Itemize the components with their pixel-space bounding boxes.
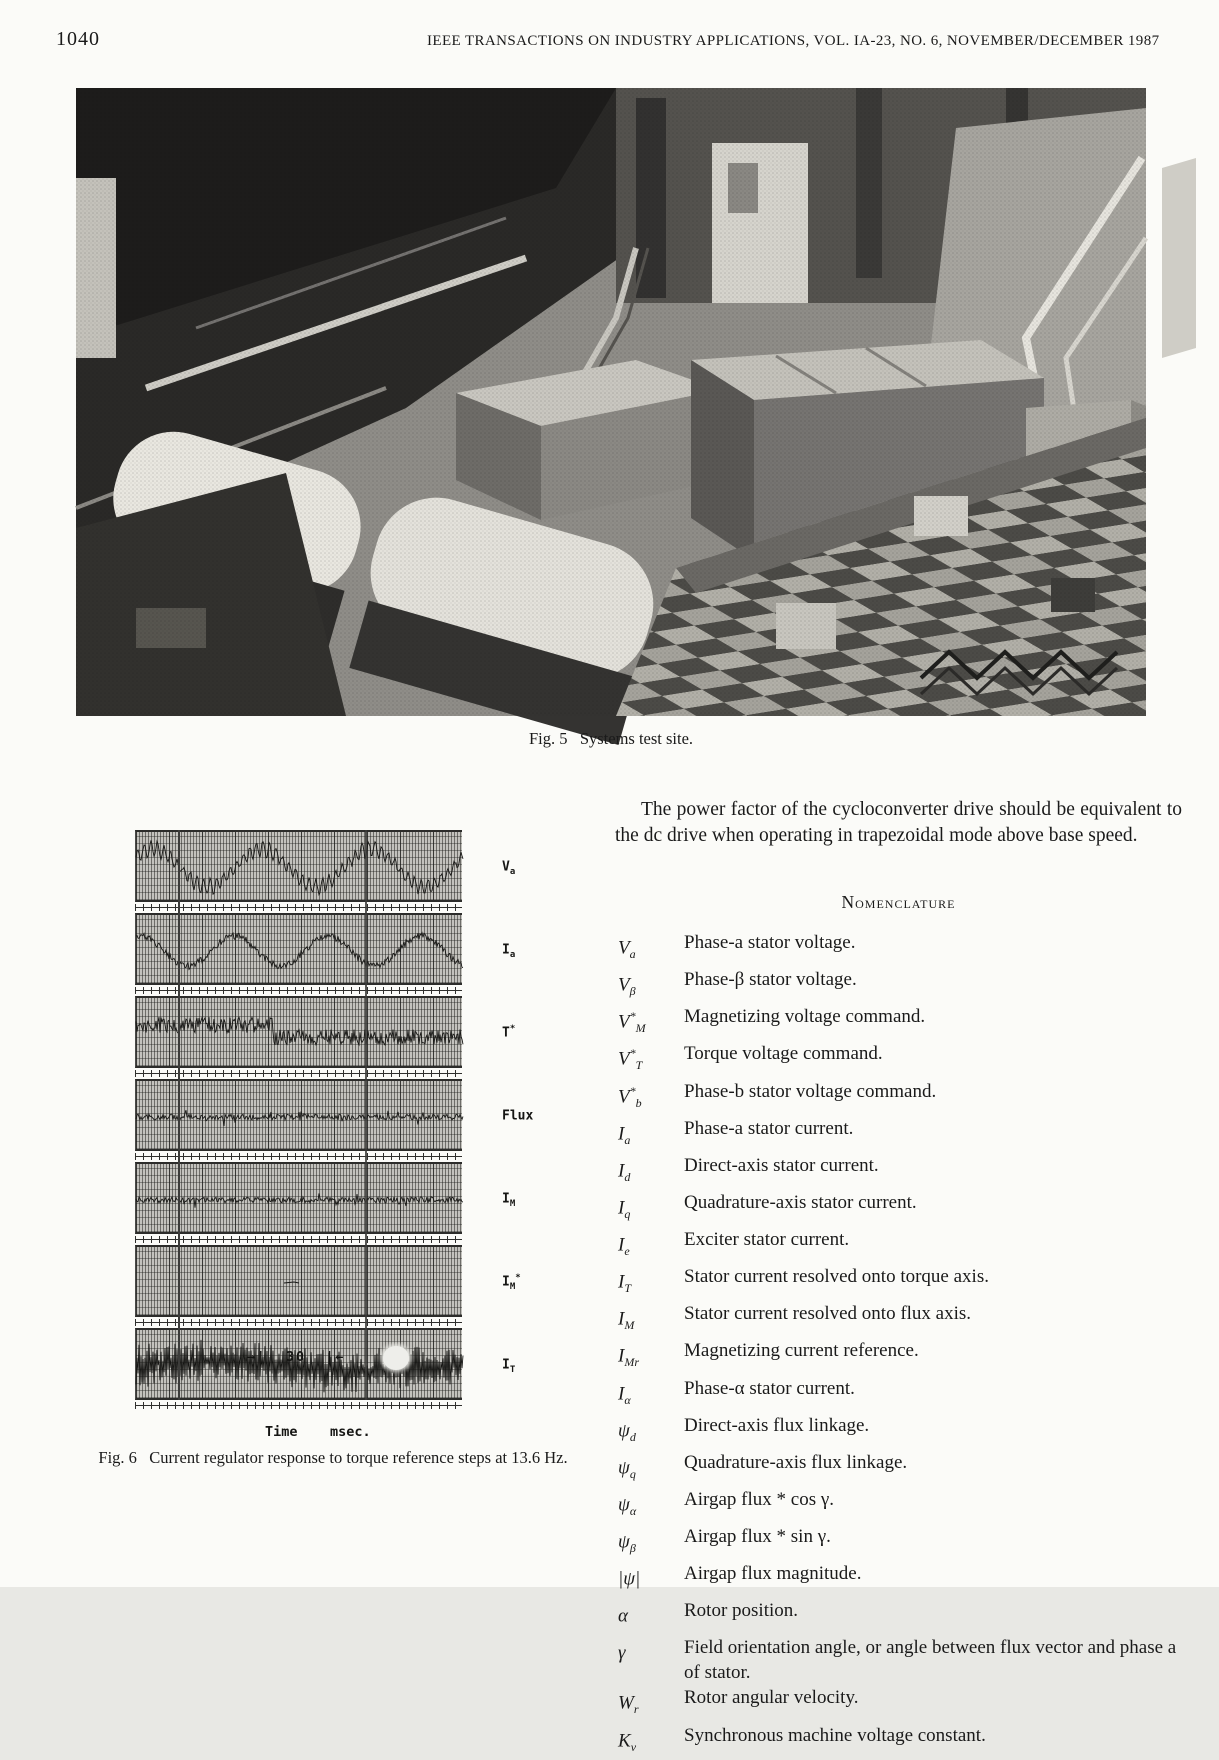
definition: Direct-axis flux linkage. <box>684 1414 870 1436</box>
symbol: α <box>618 1605 628 1627</box>
symbol: γ <box>618 1642 626 1664</box>
nomenclature-row <box>618 930 1185 967</box>
trace-waveform <box>136 998 463 1070</box>
symbol: $I_d$ <box>618 1160 631 1184</box>
symbol: $I_a$ <box>618 1122 631 1147</box>
symbol: $\psi_d$ <box>618 1419 636 1444</box>
chart-grid-band <box>135 1245 462 1317</box>
definition: Torque voltage command. <box>684 1043 883 1065</box>
trace-waveform <box>136 1330 463 1402</box>
trace-waveform <box>136 1081 463 1153</box>
nomenclature-row <box>618 1116 1185 1153</box>
chart-grid-band <box>135 830 462 902</box>
nomenclature-row <box>618 1227 1185 1264</box>
definition: Stator current resolved onto flux axis. <box>684 1303 972 1325</box>
journal-header: IEEE TRANSACTIONS ON INDUSTRY APPLICATIONS, VOL. IA-23, NO. 6, NOVEMBER/DECEMBER 1987 <box>427 33 1160 49</box>
nomenclature-list <box>618 930 1185 1760</box>
symbol: $\psi_\beta$ <box>618 1531 636 1556</box>
nomenclature-row <box>618 1723 1185 1760</box>
nomenclature-row <box>618 1041 1185 1078</box>
time-axis-label: Time msec. <box>265 1424 371 1440</box>
symbol: $I_q$ <box>618 1197 631 1221</box>
symbol: |ψ| <box>618 1568 641 1590</box>
nomenclature-row <box>618 1450 1185 1487</box>
symbol: $\psi_\alpha$ <box>618 1494 637 1518</box>
symbol: $W_r$ <box>618 1692 639 1717</box>
definition: Direct-axis stator current. <box>684 1154 879 1176</box>
nomenclature-row <box>618 1004 1185 1041</box>
fig5-caption: Fig. 5 Systems test site. <box>528 729 694 748</box>
definition: Airgap flux * cos γ. <box>684 1488 834 1510</box>
trace-waveform <box>136 1247 463 1319</box>
definition: Phase-a stator voltage. <box>684 932 856 953</box>
definition: Phase-β stator voltage. <box>684 969 857 991</box>
symbol: $V_\beta$ <box>618 974 636 999</box>
nomenclature-row <box>618 1635 1185 1685</box>
trace-waveform <box>136 1164 463 1236</box>
trace-label: $I_T$ <box>502 1357 516 1375</box>
page-number: 1040 <box>56 28 100 50</box>
definition: Airgap flux * sin γ. <box>684 1526 831 1547</box>
chart-grid-band <box>135 1162 462 1234</box>
trace-label-column <box>502 830 582 1411</box>
symbol: $\psi_q$ <box>618 1457 636 1481</box>
trace-label: $I_a$ <box>502 942 516 960</box>
trace-label: $I_M$ <box>502 1191 516 1209</box>
nomenclature-row <box>618 1413 1185 1450</box>
definition: Exciter stator current. <box>684 1229 850 1250</box>
trace-label: Flux <box>502 1108 534 1124</box>
definition: Synchronous machine voltage constant. <box>684 1724 986 1746</box>
definition: Phase-a stator current. <box>684 1117 854 1139</box>
nomenclature-heading: Nomenclature <box>841 892 956 912</box>
definition: Field orientation angle, or angle between flux vector and phase a of stator. <box>684 1637 1177 1684</box>
symbol: $V^*_T$ <box>618 1046 643 1073</box>
nomenclature-row <box>618 1598 1185 1635</box>
symbol: $I_e$ <box>618 1234 630 1259</box>
nomenclature-row <box>618 1524 1185 1561</box>
definition: Quadrature-axis flux linkage. <box>684 1451 908 1473</box>
handwritten-annotation: →| 30 |← <box>247 1350 346 1365</box>
definition: Airgap flux magnitude. <box>684 1563 862 1585</box>
definition: Quadrature-axis stator current. <box>684 1191 917 1213</box>
trace-waveform <box>136 832 463 904</box>
strip-chart-fig6 <box>135 830 462 1411</box>
chart-grid-band <box>135 1079 462 1151</box>
definition: Rotor position. <box>684 1600 799 1622</box>
definition: Stator current resolved onto torque axis. <box>684 1266 989 1288</box>
nomenclature-row <box>618 1301 1185 1338</box>
nomenclature-row <box>618 967 1185 1004</box>
symbol: $I_{Mr}$ <box>618 1345 639 1370</box>
nomenclature-row <box>618 1338 1185 1375</box>
chart-vertical-gridline <box>178 830 180 1400</box>
definition: Magnetizing current reference. <box>684 1340 919 1362</box>
trace-label: $V_a$ <box>502 859 516 877</box>
symbol: $I_\alpha$ <box>618 1382 631 1407</box>
systems-test-site-photo <box>76 88 1146 716</box>
symbol: $I_M$ <box>618 1308 635 1333</box>
nomenclature-row <box>618 1153 1185 1190</box>
definition: Rotor angular velocity. <box>684 1687 859 1709</box>
chart-grid-band <box>135 996 462 1068</box>
symbol: $V^*_b$ <box>618 1083 642 1110</box>
definition: Magnetizing voltage command. <box>684 1006 926 1028</box>
nomenclature-row <box>618 1079 1185 1116</box>
symbol: $V_a$ <box>618 937 636 962</box>
nomenclature-row <box>618 1487 1185 1524</box>
nomenclature-row <box>618 1190 1185 1227</box>
fig6-caption: Fig. 6 Current regulator response to torque reference steps at 13.6 Hz. <box>98 1448 568 1467</box>
definition: Phase-b stator voltage command. <box>684 1080 937 1102</box>
symbol: $V^*_M$ <box>618 1009 646 1036</box>
trace-label: T* <box>502 1024 516 1041</box>
definition: Phase-α stator current. <box>684 1377 855 1399</box>
body-paragraph: The power factor of the cycloconverter drive should be equivalent to the dc drive when operating in trapezoidal mode above base speed. <box>615 798 1182 846</box>
trace-label: $I_M^*$ <box>502 1273 521 1292</box>
chart-grid-band <box>135 913 462 985</box>
symbol: $I_T$ <box>618 1271 632 1296</box>
nomenclature-row <box>618 1264 1185 1301</box>
symbol: $K_v$ <box>618 1729 637 1754</box>
nomenclature-row <box>618 1376 1185 1413</box>
chart-vertical-gridline <box>365 830 367 1400</box>
nomenclature-row <box>618 1561 1185 1598</box>
trace-waveform <box>136 915 463 987</box>
nomenclature-row <box>618 1685 1185 1722</box>
